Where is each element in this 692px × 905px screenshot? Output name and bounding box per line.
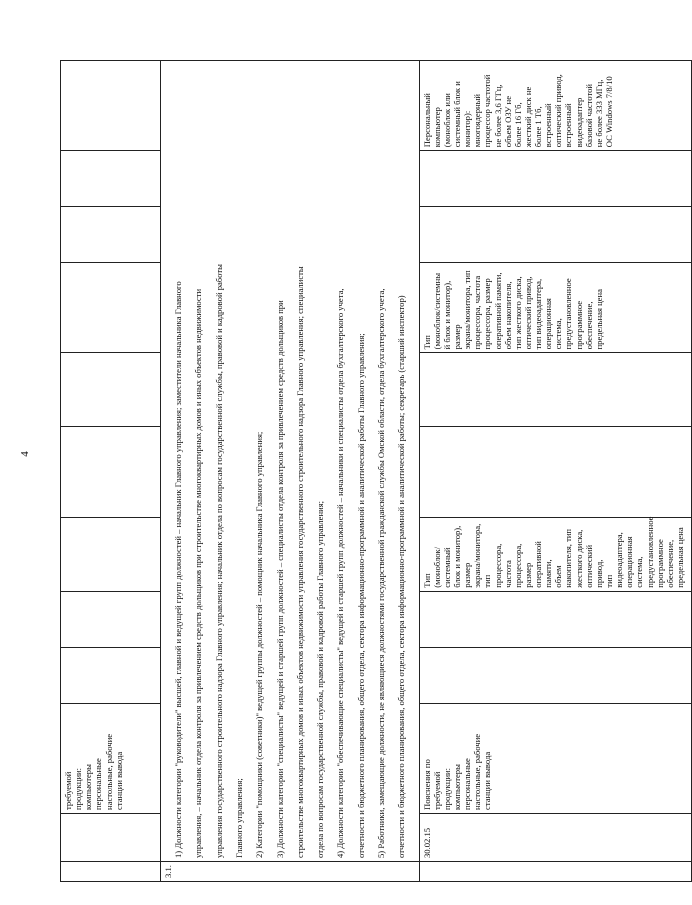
section-line: 1) Должности категории "руководители" высшей, главной и ведущей групп должностей – начальник Главного управления; заместители начальника Главного bbox=[173, 281, 184, 858]
characteristics-cell: Тип (моноблок/системный блок и монитор), размер экрана/монитора, тип процессора, частота процессора, размер оперативной памяти, объем накопителя, тип жесткого диска, оптический привод, тип видеоадаптера, операционная система, предустановленное программное обеспечение, предельная цена bbox=[419, 517, 691, 591]
cell-empty bbox=[419, 151, 691, 207]
cell-empty bbox=[419, 647, 691, 703]
section-line: 2) Категории "помощники (советники)" ведущей группы должностей – помощник начальника Главного управления; bbox=[254, 431, 265, 858]
value-cell: Персональный компьютер (моноблок или системный блок и монитор): многоядерный процессор частотой не более 3,6 ГГц, объем ОЗУ не более 16 Гб, жесткий диск не более 1 Тб, встроенный оптический привод, встроенный видеоадаптер базовой частотой не более 333 МГц, ОС Windows 7/8/10 bbox=[419, 61, 691, 151]
cell-product-name: требуемой продукции: компьютеры персональные настольные, рабочие станции вывода bbox=[61, 703, 161, 813]
section-line: 5) Работники, замещающие должности, не являющиеся должностями государственной гражданской службы Омской области, отдела бухгалтерского учета, bbox=[375, 288, 386, 858]
section-positions-text bbox=[161, 61, 420, 862]
section-line: отчетности и бюджетного планирования, общего отдела, сектора информационно-программной и аналитической работы; секретарь (старший инспектор) bbox=[396, 295, 407, 858]
section-line: управления государственного строительного надзора Главного управления; начальник отдела по вопросам государственной службы, правовой и кадровой работы bbox=[213, 264, 224, 858]
section-number: 3.1. bbox=[161, 861, 420, 881]
section-line: отдела по вопросам государственной службы, правовой и кадровой работы Главного управления; bbox=[315, 500, 326, 858]
page-number: 4 bbox=[18, 451, 31, 457]
cell-num bbox=[419, 861, 691, 881]
cell-empty bbox=[61, 517, 161, 591]
cell-code bbox=[61, 813, 161, 861]
section-line: Главного управления; bbox=[233, 778, 244, 858]
section-line: отчетности и бюджетного планирования, общего отдела, сектора информационно-программной и аналитической работы Главного управления; bbox=[355, 333, 366, 858]
product-name: Пояснения по требуемой продукции: компьютеры персональные настольные, рабочие станции вывода bbox=[419, 703, 691, 813]
requirements-table bbox=[60, 60, 692, 882]
cell-empty bbox=[419, 353, 691, 427]
cell-empty bbox=[61, 353, 161, 427]
cell-empty bbox=[61, 151, 161, 207]
cell-empty bbox=[419, 427, 691, 517]
cell-empty bbox=[61, 647, 161, 703]
section-line: управления, – начальник отдела контроля за привлечением средств дольщиков при строительстве многоквартирных домов и иных объектов недвижимости bbox=[193, 288, 204, 858]
cell-empty bbox=[61, 263, 161, 353]
table-row-top bbox=[61, 61, 161, 882]
cell-empty bbox=[419, 207, 691, 263]
table-row-product bbox=[419, 61, 691, 882]
cell-empty bbox=[61, 207, 161, 263]
cell-empty bbox=[61, 591, 161, 647]
cell-num bbox=[61, 861, 161, 881]
section-line: 4) Должности категории "обеспечивающие специалисты" ведущей и старшей групп должностей – начальники и специалисты отдела бухгалтерского учета, bbox=[335, 288, 346, 858]
characteristics-cell: Тип (моноблок/системны й блок и монитор), размер экрана/монитора, тип процессора, частота процессора, размер оперативной памяти, объем накопителя, тип жесткого диска, оптический привод, тип видеоадаптера, операционная система, предустановленное программное обеспечение, предельная цена bbox=[419, 263, 691, 353]
section-line: строительстве многоквартирных домов и иных объектов недвижимости управления государственного строительного надзора Главного управления; специалисты bbox=[294, 266, 305, 858]
cell-empty bbox=[61, 61, 161, 151]
cell-empty bbox=[61, 427, 161, 517]
rotated-table-sheet bbox=[60, 60, 686, 882]
product-code: 30.02.15 bbox=[419, 813, 691, 861]
section-line: 3) Должности категории "специалисты" ведущей и старшей групп должностей – специалисты отдела контроля за привлечением средств дольщиков при bbox=[274, 300, 285, 858]
table-row-section bbox=[161, 61, 420, 882]
cell-empty bbox=[419, 591, 691, 647]
